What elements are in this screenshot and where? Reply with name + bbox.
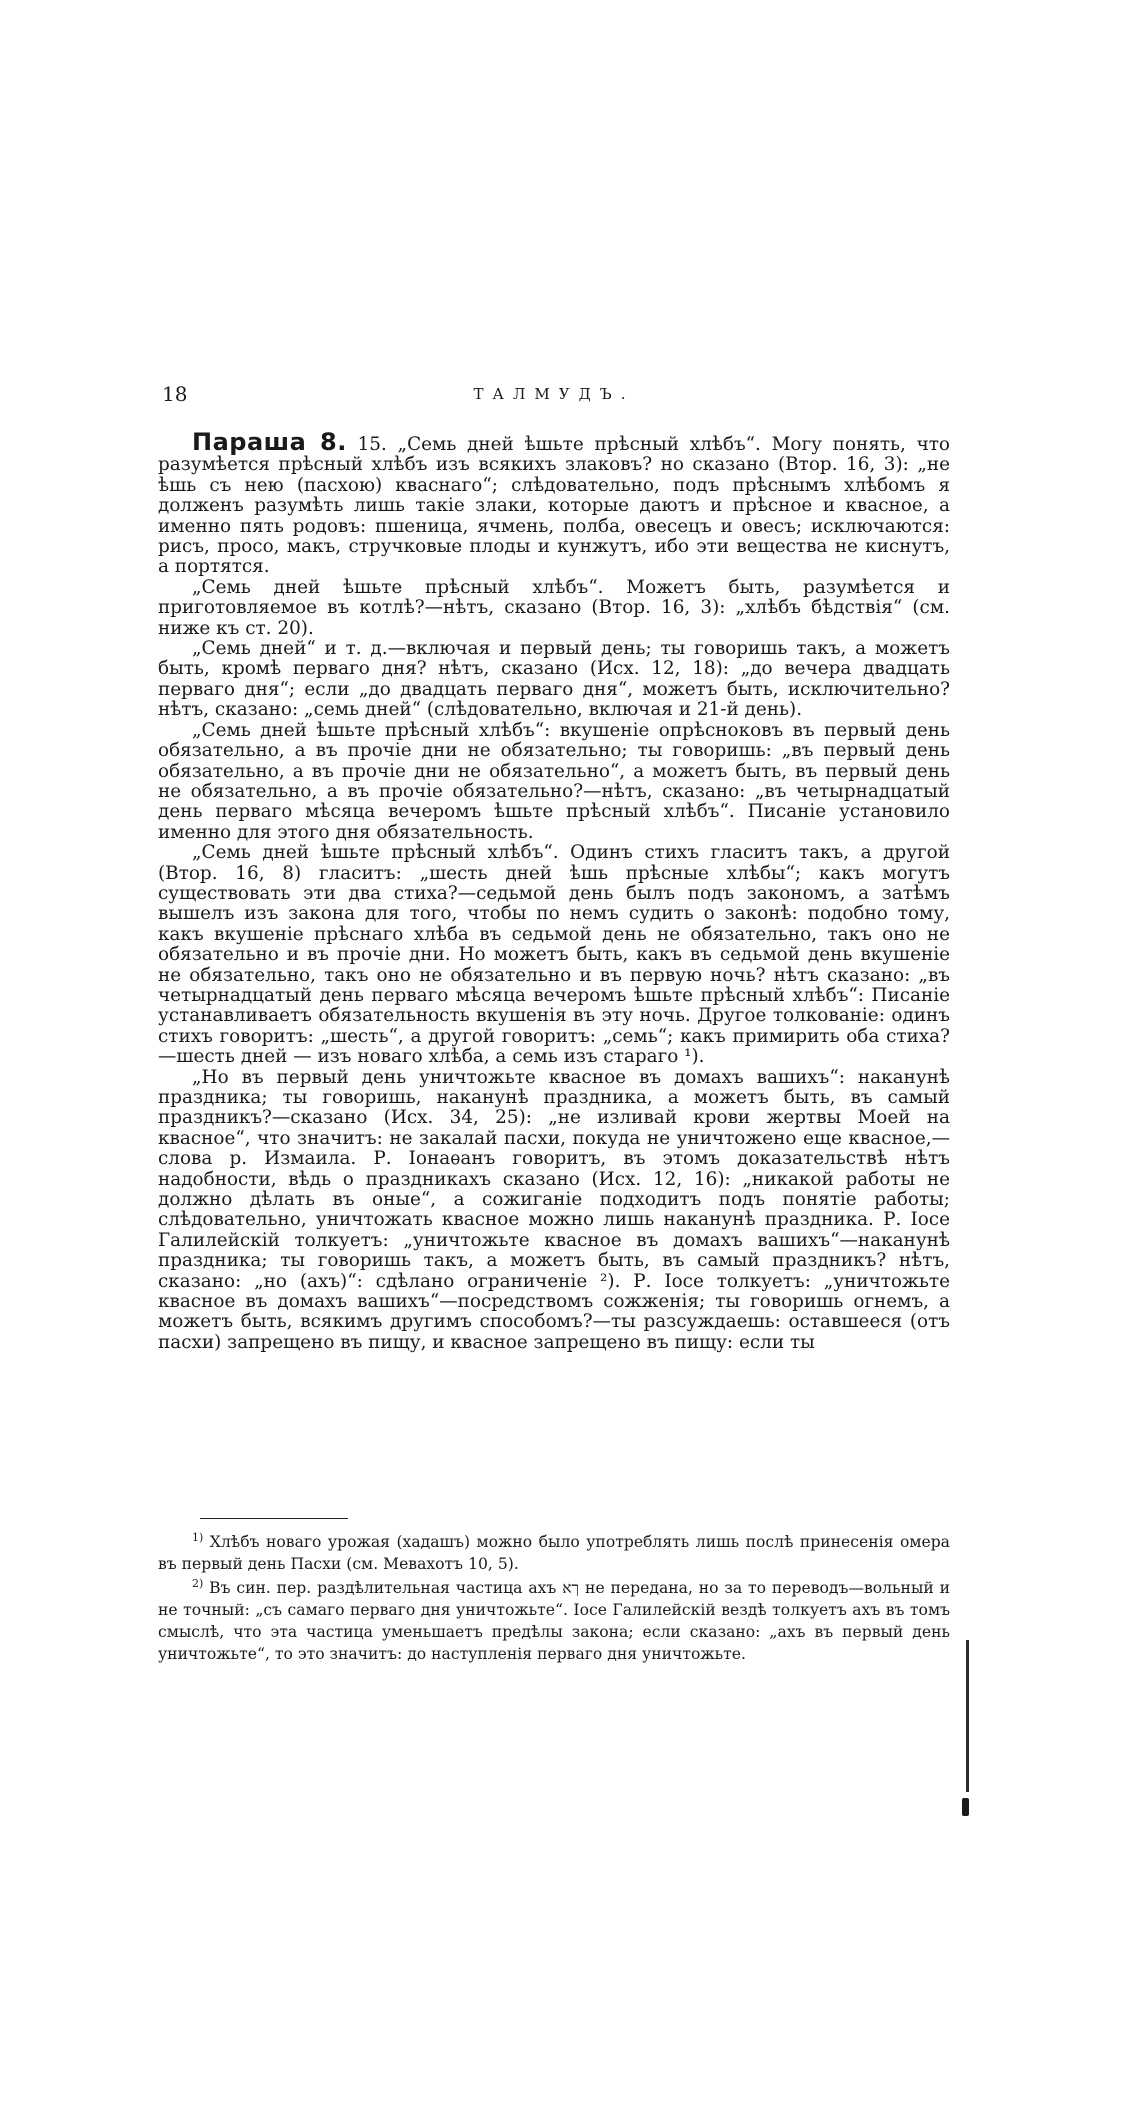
footnote-mark: 1) xyxy=(192,1530,204,1544)
scan-margin-line xyxy=(966,1640,969,1792)
footnote-divider xyxy=(200,1518,348,1519)
page-header xyxy=(158,380,950,410)
running-title: ТАЛМУДЪ. xyxy=(473,385,635,403)
paragraph: „Семь дней ѣшьте прѣсный хлѣбъ“: вкушеніе опрѣсноковъ въ первый день обязательно, а въ прочіе дни не обязательно; ты говоришь: „въ первый день обязательно, а въ прочіе дни не обязательно“, а можетъ быть, въ первый день не обязательно, а въ прочіе обязательно?—нѣтъ, сказано: „въ четырнадцатый день перваго мѣсяца вечеромъ ѣшьте прѣсный хлѣбъ“. Писаніе установило именно для этого дня обязательность. xyxy=(158,719,950,843)
paragraph-text: 15. „Семь дней ѣшьте прѣсный хлѣбъ“. Могу понять, что разумѣется прѣсный хлѣбъ изъ всякихъ злаковъ? но сказано (Втор. 16, 3): „не ѣшь съ нею (пасхою) кваснаго“; слѣдовательно, подъ прѣснымъ хлѣбомъ я долженъ разумѣть лишь такіе злаки, которые даютъ и прѣсное и квасное, а именно пять родовъ: пшеница, ячмень, полба, овесецъ и овесъ; исключаются: рисъ, просо, макъ, стручковые плоды и кунжутъ, ибо эти вещества не киснутъ, а портятся. xyxy=(158,434,950,578)
footnote-text: Хлѣбъ новаго урожая (хадашъ) можно было употреблять лишь послѣ принесенія омера въ первый день Пасхи (см. Мевахотъ 10, 5). xyxy=(158,1533,950,1573)
paragraph xyxy=(158,428,950,578)
footnote-text: Въ син. пер. раздѣлительная частица ахъ ךא не передана, но за то переводъ—вольный и не точный: „съ самаго перваго дня уничтожьте“. Іосе Галилейскій вездѣ толкуетъ ахъ въ томъ смыслѣ, что эта частица уменьшаетъ предѣлы закона; если сказано: „ахъ въ первый день уничтожьте“, то это значитъ: до наступленія перваго дня уничтожьте. xyxy=(158,1579,950,1663)
scan-margin-mark xyxy=(962,1798,969,1816)
paragraph: „Семь дней“ и т. д.—включая и первый день; ты говоришь такъ, а можетъ быть, кромѣ перваго дня? нѣтъ, сказано (Исх. 12, 18): „до вечера двадцать перваго дня“; если „до двадцать перваго дня“, можетъ быть, исключительно? нѣтъ, сказано: „семь дней“ (слѣдовательно, включая и 21-й день). xyxy=(158,638,950,721)
footnotes xyxy=(158,1531,950,1667)
page-number: 18 xyxy=(162,382,188,406)
footnote xyxy=(158,1577,950,1665)
paragraph: „Семь дней ѣшьте прѣсный хлѣбъ“. Можетъ быть, разумѣется и приготовляемое въ котлѣ?—нѣтъ, сказано (Втор. 16, 3): „хлѣбъ бѣдствія“ (см. ниже къ ст. 20). xyxy=(158,576,950,639)
section-lead-in: Параша 8. xyxy=(192,428,347,456)
main-text xyxy=(158,428,950,1353)
footnote-mark: 2) xyxy=(192,1576,204,1590)
paragraph: „Семь дней ѣшьте прѣсный хлѣбъ“. Одинъ стихъ гласитъ такъ, а другой (Втор. 16, 8) гласитъ: „шесть дней ѣшь прѣсные хлѣбы“; какъ могутъ существовать эти два стиха?—седьмой день былъ подъ закономъ, а затѣмъ вышелъ изъ закона для того, чтобы по немъ судить о законѣ: подобно тому, какъ вкушеніе прѣснаго хлѣба въ седьмой день не обязательно, такъ оно не обязательно и въ прочіе дни. Но можетъ быть, какъ въ седьмой день вкушеніе не обязательно, такъ оно не обязательно и въ первую ночь? нѣтъ сказано: „въ четырнадцатый день перваго мѣсяца вечеромъ ѣшьте прѣсный хлѣбъ“: Писаніе устанавливаетъ обязательность вкушенія въ эту ночь. Другое толкованіе: одинъ стихъ говоритъ: „шесть“, а другой говоритъ: „семь“; какъ примирить оба стиха? —шесть дней — изъ новаго хлѣба, а семь изъ стараго ¹). xyxy=(158,842,950,1068)
footnote xyxy=(158,1531,950,1575)
paragraph: „Но въ первый день уничтожьте квасное въ домахъ вашихъ“: наканунѣ праздника; ты говоришь, наканунѣ праздника, а можетъ быть, въ самый праздникъ?—сказано (Исх. 34, 25): „не изливай крови жертвы Моей на квасное“, что значитъ: не закалай пасхи, покуда не уничтожено еще квасное,—слова р. Измаила. Р. Іонаѳанъ говоритъ, въ этомъ доказательствѣ нѣтъ надобности, вѣдь о праздникахъ сказано (Исх. 12, 16): „никакой работы не должно дѣлать въ оные“, а сожиганіе подходитъ подъ понятіе работы; слѣдовательно, уничтожать квасное можно лишь наканунѣ праздника. Р. Іосе Галилейскій толкуетъ: „уничтожьте квасное въ домахъ вашихъ“—наканунѣ праздника; ты говоришь такъ, а можетъ быть, въ самый праздникъ? нѣтъ, сказано: „но (ахъ)“: сдѣлано ограниченіе ²). Р. Іосе толкуетъ: „уничтожьте квасное въ домахъ вашихъ“—посредствомъ сожженія; ты говоришь огнемъ, а можетъ быть, всякимъ другимъ способомъ?—ты разсуждаешь: оставшееся (отъ пасхи) запрещено въ пищу, и квасное запрещено въ пищу: если ты xyxy=(158,1066,950,1353)
